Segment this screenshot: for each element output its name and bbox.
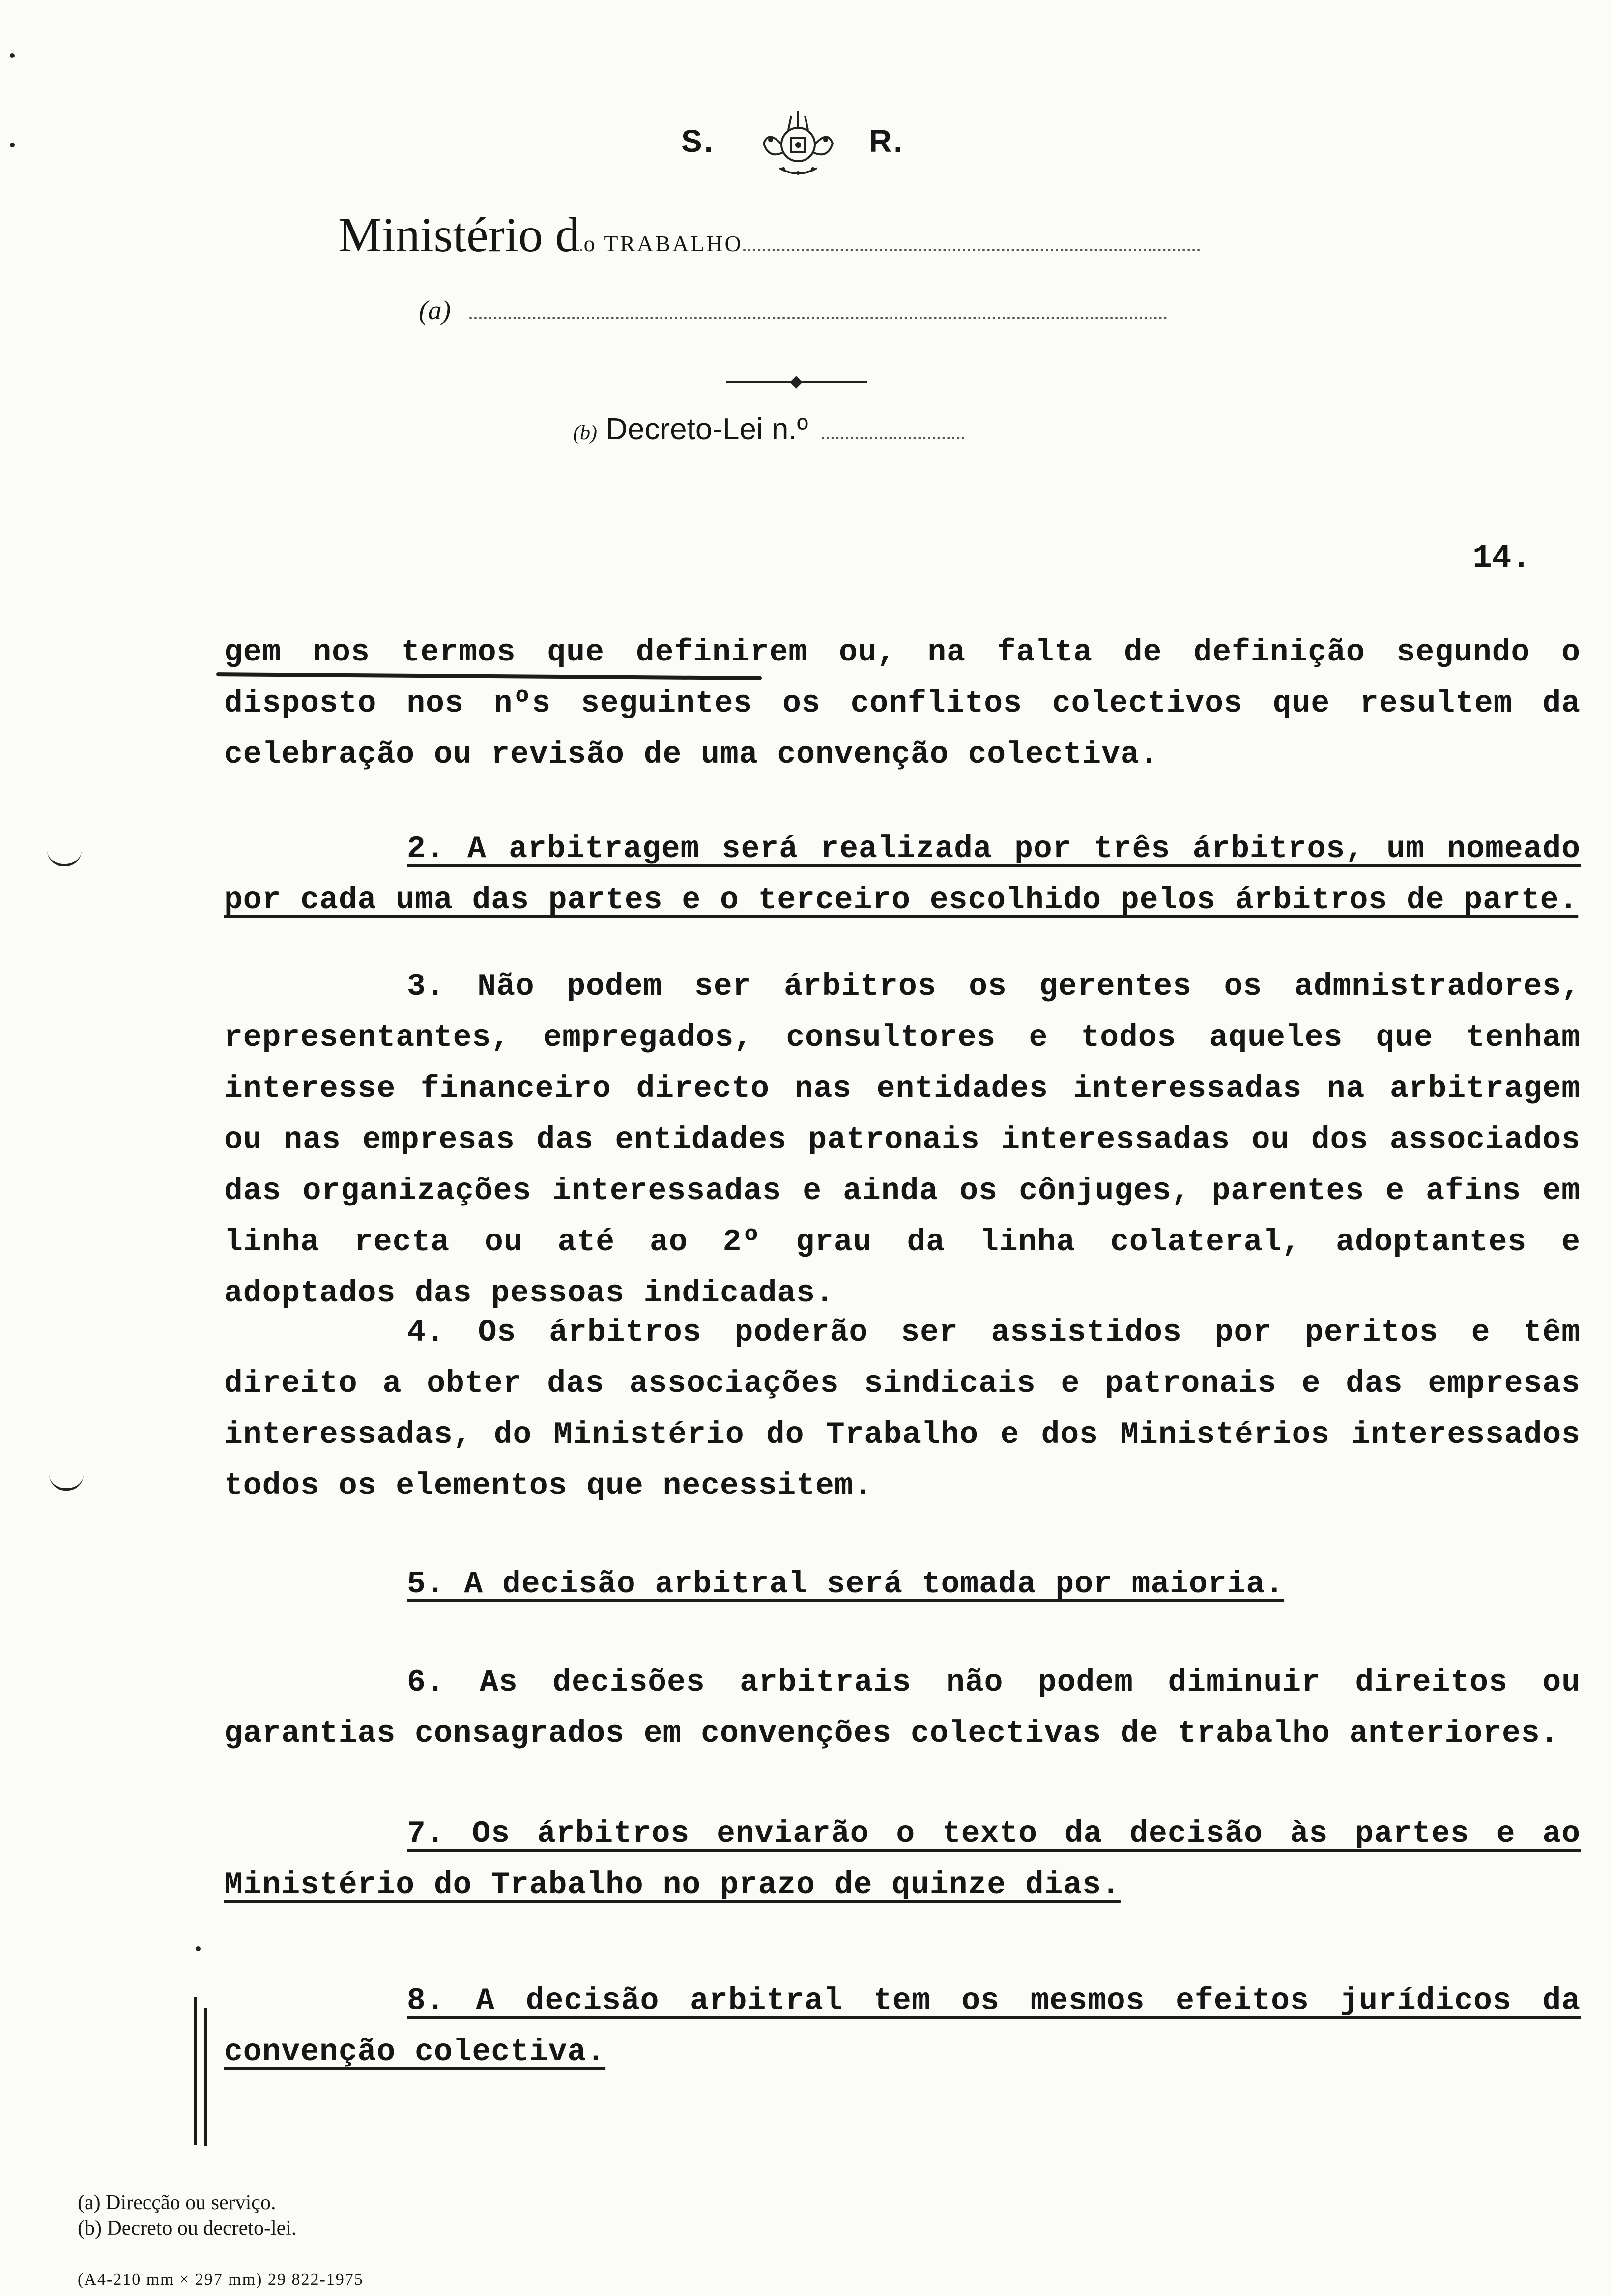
- paragraph-text: 8. A decisão arbitral tem os mesmos efeitos jurídicos da convenção colectiva.: [224, 1983, 1581, 2069]
- scan-speck: [10, 143, 15, 147]
- margin-bracket: [194, 1997, 197, 2145]
- paragraph-6: [224, 1657, 1581, 1759]
- decreto-text: Decreto-Lei n.º: [605, 412, 808, 446]
- decreto-dotted-line: [822, 437, 964, 439]
- margin-bracket: [204, 2008, 207, 2146]
- paragraph-text: gem nos termos que definirem ou, na falta de definição segundo o disposto nos nºs seguintes os conflitos colectivos que resultem da celebração ou revisão de uma convenção colectiva.: [224, 635, 1581, 772]
- paragraph-text: 4. Os árbitros poderão ser assistidos por peritos e têm direito a obter das associações sindicais e patronais e das empresas interessadas, do Ministério do Trabalho e dos Ministérios interessados todos os elementos que necessitem.: [224, 1315, 1581, 1503]
- coat-of-arms-emblem: [749, 105, 847, 184]
- paragraph-text: 7. Os árbitros enviarão o texto da decisão às partes e ao Ministério do Trabalho no prazo de quinze dias.: [224, 1816, 1581, 1902]
- print-code: (A4-210 mm × 297 mm) 29 822-1975: [78, 2270, 364, 2289]
- margin-tick: [49, 1474, 84, 1491]
- footnote-b: (b) Decreto ou decreto-lei.: [78, 2217, 297, 2239]
- scan-speck: [10, 53, 15, 58]
- paragraph-5: [224, 1559, 1581, 1610]
- decreto-label: (b): [573, 422, 597, 444]
- paragraph-3: [224, 961, 1581, 1319]
- scan-speck: [196, 1946, 201, 1951]
- paragraph-text: 5. A decisão arbitral será tomada por maioria.: [407, 1567, 1285, 1602]
- ministry-dotted-line: [743, 249, 1200, 251]
- paragraph-text: 2. A arbitragem será realizada por três árbitros, um nomeado por cada uma das partes e o terceiro escolhido pelos árbitros de parte.: [224, 832, 1581, 918]
- letterhead-r: R.: [869, 123, 904, 159]
- header-divider: [726, 376, 867, 388]
- page-number: 14.: [1472, 540, 1531, 576]
- ministry-name: o TRABALHO: [583, 231, 743, 256]
- paragraph-4: [224, 1307, 1581, 1512]
- ministry-label: Ministério d: [338, 207, 580, 262]
- direccao-line: [419, 295, 1167, 326]
- footnote-a: (a) Direcção ou serviço.: [78, 2191, 276, 2214]
- direccao-label: (a): [419, 295, 451, 326]
- paragraph-text: 3. Não podem ser árbitros os gerentes os admnistradores, representantes, empregados, consultores e todos aqueles que tenham interesse financeiro directo nas entidades interessadas na arbitragem ou nas empresas das entidades patronais interessadas ou dos associados das organizações interessadas e ainda os cônjuges, parentes e afins em linha recta ou até ao 2º grau da linha colateral, adoptantes e adoptados das pessoas indicadas.: [224, 969, 1581, 1311]
- paragraph-text: 6. As decisões arbitrais não podem diminuir direitos ou garantias consagrados em convenções colectivas de trabalho anteriores.: [224, 1665, 1581, 1751]
- margin-tick: [47, 850, 82, 866]
- paragraph-2: [224, 824, 1581, 926]
- paragraph-continuation: [224, 627, 1581, 780]
- paragraph-7: [224, 1808, 1581, 1911]
- paragraph-8: [224, 1976, 1581, 2078]
- direccao-dotted-line: [469, 317, 1167, 319]
- ministry-line: [338, 206, 1200, 263]
- decreto-line: [573, 412, 964, 447]
- letterhead-s: S.: [681, 123, 715, 159]
